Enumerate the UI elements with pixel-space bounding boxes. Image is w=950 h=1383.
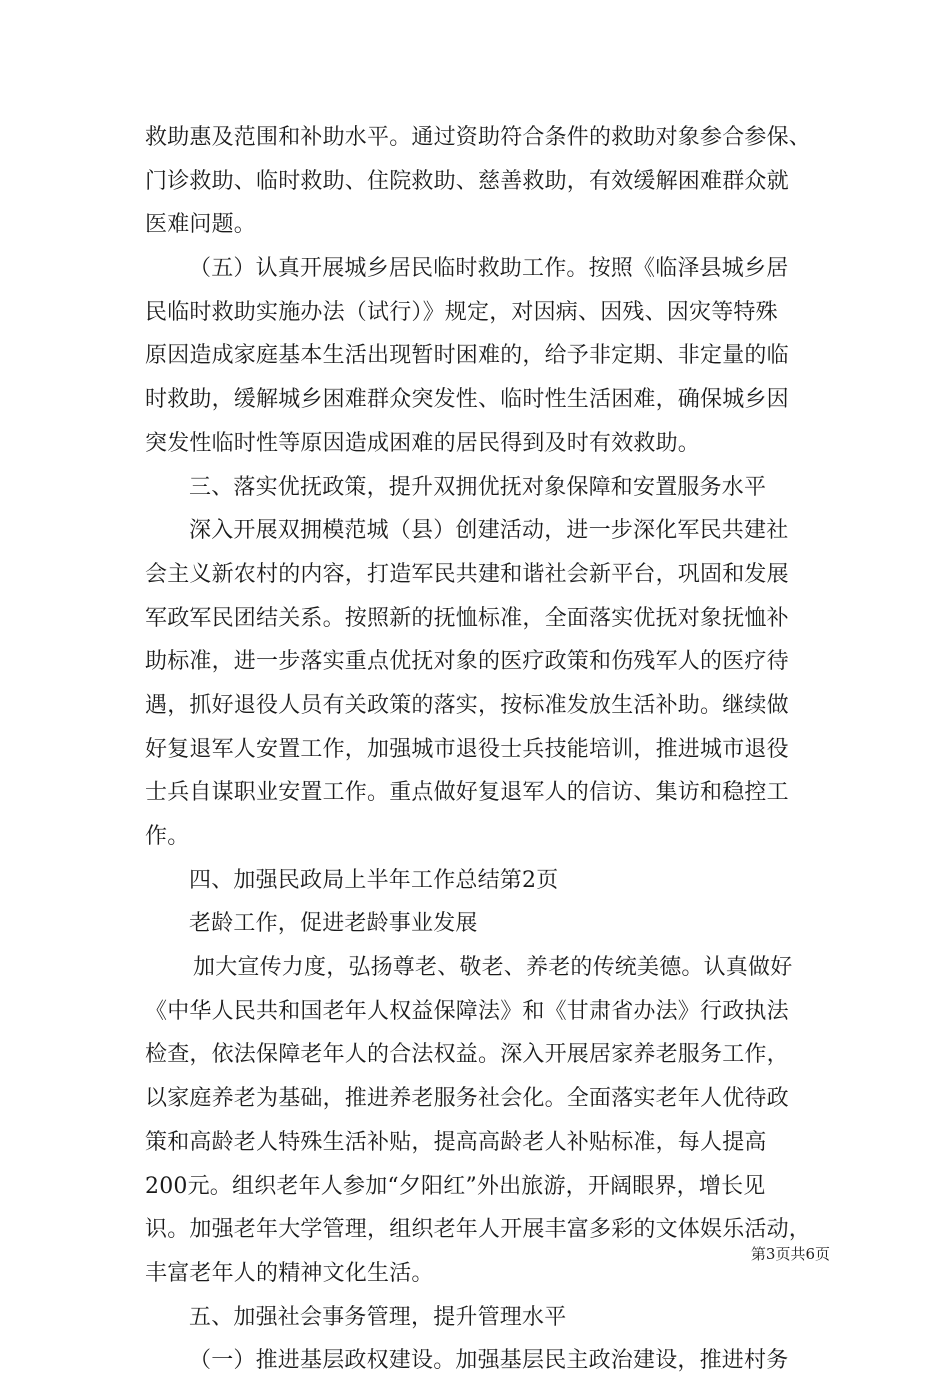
paragraph-heading: （一）推进基层政权建设。加强基层民主政治建设，推进村务 <box>189 1348 789 1374</box>
text-line: 识。加强老年大学管理，组织老年人开展丰富多彩的文体娱乐活动， <box>145 1217 812 1243</box>
text-line: 遇，抓好退役人员有关政策的落实，按标准发放生活补助。继续做 <box>145 692 789 718</box>
document-body <box>145 116 820 1383</box>
text-line: 检查，依法保障老年人的合法权益。深入开展居家养老服务工作， <box>145 1042 789 1068</box>
text-line: 以家庭养老为基础，推进养老服务社会化。全面落实老年人优待政 <box>145 1086 789 1112</box>
text-line: 会主义新农村的内容，打造军民共建和谐社会新平台，巩固和发展 <box>145 561 789 587</box>
text-line: 助标准，进一步落实重点优抚对象的医疗政策和伤残军人的医疗待 <box>145 649 789 675</box>
text-line: 民临时救助实施办法（试行）》规定，对因病、因残、因灾等特殊 <box>145 299 778 325</box>
paragraph-start: 加大宣传力度，弘扬尊老、敬老、养老的传统美德。认真做好 <box>193 955 793 981</box>
text-line: 作。 <box>145 824 190 849</box>
text-line: 时救助，缓解城乡困难群众突发性、临时性生活困难，确保城乡因 <box>145 387 789 413</box>
text-line: 好复退军人安置工作，加强城市退役士兵技能培训，推进城市退役 <box>145 736 789 762</box>
text-line: 策和高龄老人特殊生活补贴，提高高龄老人补贴标准，每人提高 <box>145 1129 767 1155</box>
section-heading: 五、加强社会事务管理，提升管理水平 <box>189 1304 567 1330</box>
section-heading-continued: 老龄工作，促进老龄事业发展 <box>189 911 478 937</box>
paragraph-start: 深入开展双拥模范城（县）创建活动，进一步深化军民共建社 <box>189 518 789 544</box>
text-line: 突发性临时性等原因造成困难的居民得到及时有效救助。 <box>145 430 701 456</box>
text-line: 原因造成家庭基本生活出现暂时困难的，给予非定期、非定量的临 <box>145 343 789 369</box>
text-line: 医难问题。 <box>145 212 257 238</box>
text-line: 军政军民团结关系。按照新的抚恤标准，全面落实优抚对象抚恤补 <box>145 605 789 631</box>
text-line: 200元。组织老年人参加“夕阳红”外出旅游，开阔眼界，增长见 <box>145 1173 766 1199</box>
paragraph-heading: （五）认真开展城乡居民临时救助工作。按照《临泽县城乡居 <box>189 256 789 282</box>
section-heading: 三、落实优抚政策，提升双拥优抚对象保障和安置服务水平 <box>189 474 767 500</box>
page-number: 第3页共6页 <box>750 1245 830 1263</box>
text-line: 救助惠及范围和补助水平。通过资助符合条件的救助对象参合参保、 <box>145 125 812 150</box>
section-heading: 四、加强民政局上半年工作总结第2页 <box>189 867 559 893</box>
text-line: 《中华人民共和国老年人权益保障法》和《甘肃省办法》行政执法 <box>145 998 789 1024</box>
text-line: 门诊救助、临时救助、住院救助、慈善救助，有效缓解困难群众就 <box>145 168 789 194</box>
text-line: 丰富老年人的精神文化生活。 <box>145 1260 434 1286</box>
text-line: 士兵自谋职业安置工作。重点做好复退军人的信访、集访和稳控工 <box>145 780 789 806</box>
